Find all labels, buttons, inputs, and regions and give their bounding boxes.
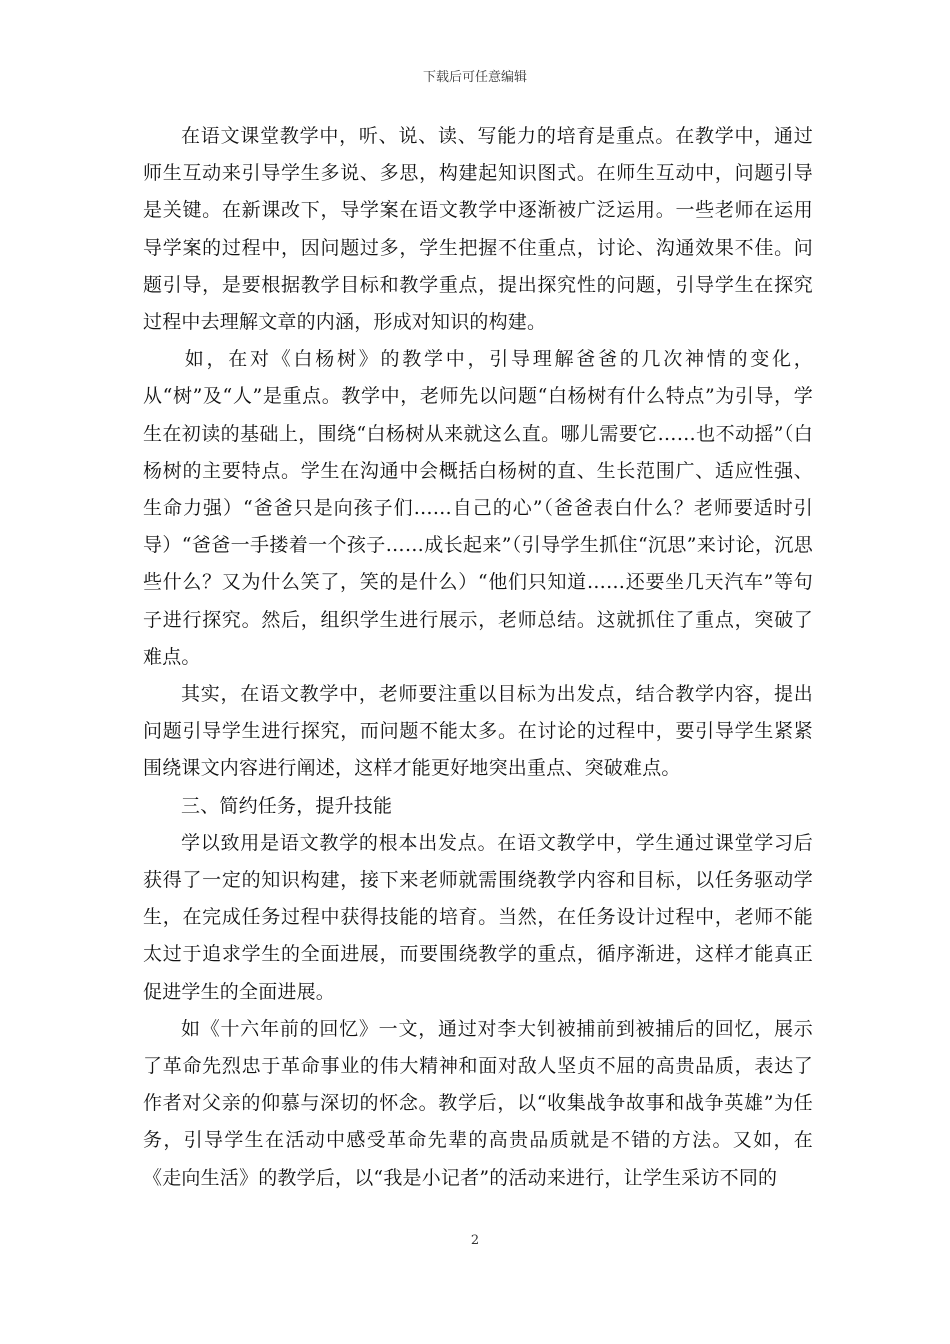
- paragraph-5: 如《十六年前的回忆》一文，通过对李大钊被捕前到被捕后的回忆，展示了革命先烈忠于革命事业的伟大精神和面对敌人坚贞不屈的高贵品质，表达了作者对父亲的仰慕与深切的怀念。教学后，以“收集战争故事和战争英雄”为任务，引导学生在活动中感受革命先辈的高贵品质就是不错的方法。又如，在《走向生活》的教学后，以“我是小记者”的活动来进行，让学生采访不同的: [143, 1017, 813, 1189]
- paragraph-3: 其实，在语文教学中，老师要注重以目标为出发点，结合教学内容，提出问题引导学生进行探究，而问题不能太多。在讨论的过程中，要引导学生紧紧围绕课文内容进行阐述，这样才能更好地突出重点、突破难点。: [143, 683, 813, 780]
- document-body: [143, 118, 813, 1197]
- page-number: 2: [470, 1233, 480, 1248]
- paragraph-2: 如，在对《白杨树》的教学中，引导理解爸爸的几次神情的变化，从“树”及“人”是重点。教学中，老师先以问题“白杨树有什么特点”为引导，学生在初读的基础上，围绕“白杨树从来就这么直。哪儿需要它……也不动摇”（白杨树的主要特点。学生在沟通中会概括白杨树的直、生长范围广、适应性强、生命力强）“爸爸只是向孩子们……自己的心”（爸爸表白什么？老师要适时引导）“爸爸一手搂着一个孩子……成长起来”（引导学生抓住“沉思”来讨论，沉思些什么？又为什么笑了，笑的是什么）“他们只知道……还要坐几天汽车”等句子进行探究。然后，组织学生进行展示，老师总结。这就抓住了重点，突破了难点。: [143, 348, 813, 668]
- paragraph-1: 在语文课堂教学中，听、说、读、写能力的培育是重点。在教学中，通过师生互动来引导学生多说、多思，构建起知识图式。在师生互动中，问题引导是关键。在新课改下，导学案在语文教学中逐渐被广泛运用。一些老师在运用导学案的过程中，因问题过多，学生把握不住重点，讨论、沟通效果不佳。问题引导，是要根据教学目标和教学重点，提出探究性的问题，引导学生在探究过程中去理解文章的内涵，形成对知识的构建。: [143, 125, 813, 334]
- section-heading: 三、简约任务，提升技能: [181, 794, 393, 817]
- paragraph-4: 学以致用是语文教学的根本出发点。在语文教学中，学生通过课堂学习后获得了一定的知识构建，接下来老师就需围绕教学内容和目标，以任务驱动学生，在完成任务过程中获得技能的培育。当然，在任务设计过程中，老师不能太过于追求学生的全面进展，而要围绕教学的重点，循序渐进，这样才能真正促进学生的全面进展。: [143, 831, 813, 1003]
- page-header: 下载后可任意编辑: [422, 70, 527, 85]
